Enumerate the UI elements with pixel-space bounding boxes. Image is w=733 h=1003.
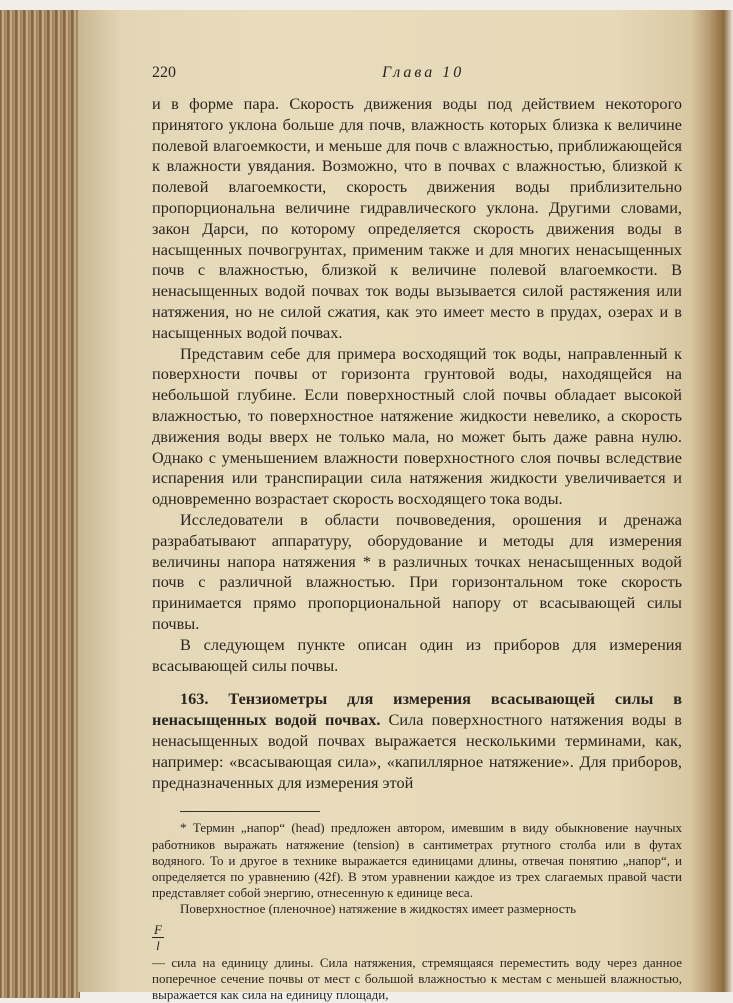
page-content <box>152 64 682 1003</box>
chapter-title: Глава 10 <box>382 64 465 81</box>
page-number: 220 <box>152 64 176 81</box>
footnote-divider <box>180 811 320 812</box>
paragraph-2: Представим себе для примера восходящий ток воды, направленный к поверхности почвы от горизонта грунтовой воды, находящейся на небольшой глубине. Если поверхностный слой почвы обладает высокой влажностью, то поверхностное натяжение жидкости невелико, а скорость движения воды вверх не только мала, но может быть даже равна нулю. Однако с уменьшением влажности поверхностного слоя почвы вследствие испарения или транспирации сила натяжения жидкости увеличивается и одновременно возрастает скорость восходящего тока воды. <box>152 343 682 509</box>
footnote-fraction-line <box>152 922 682 953</box>
footnote-line-3: — сила на единицу длины. Сила натяжения, стремящаяся переместить воду через данное поперечное сечение почвы от мест с большой влажностью к местам с меньшей влажностью, выражается как сила на единицу площади, <box>152 954 682 1002</box>
fraction-f-over-l <box>152 922 164 953</box>
paragraph-1: и в форме пара. Скорость движения воды под действием некоторого принятого уклона больше для почв, влажность которых близка к величине полевой влагоемкости, и меньше для почв с влажностью, приближающейся к влажности увядания. Возможно, что в почвах с влажностью, близкой к полевой влагоемкости, скорость движения воды приблизительно пропорциональна величине гидравлического уклона. Другими словами, закон Дарси, по которому определяется скорость движения воды в насыщенных почвогрунтах, применим также и для многих ненасыщенных почв с влажностью, близкой к величине полевой влагоемкости. В ненасыщенных водой почвах ток воды вызывается силой растяжения или натяжения, но не силой сжатия, как это имеет место в прудах, озерах и в насыщенных водой почвах. <box>152 94 682 342</box>
footnote-line-2: Поверхностное (пленочное) натяжение в жидкостях имеет размерность <box>180 901 577 917</box>
footnote-text: * Термин „напор“ (head) предложен автором, имевшим в виду обыкновение научных работников выражать натяжение (tension) в сантиметрах ртутного столба или в футах водяного. То и другое в технике выражается единицами длины, отвечая понятию „напор“, и определяется по уравнению (42f). В этом уравнении каждое из трех слагаемых правой части представляет собой энергию, отнесенную к единице веса. <box>152 820 682 901</box>
section-title: 163. Тензиометры для измерения всасывающей силы в ненасыщенных водой почвах. <box>152 689 682 730</box>
paragraph-4: В следующем пункте описан один из приборов для измерения всасывающей силы почвы. <box>152 634 682 675</box>
section-163 <box>152 689 682 793</box>
fraction-denominator: l <box>156 937 160 953</box>
paragraph-3: Исследователи в области почвоведения, орошения и дренажа разрабатывают аппаратуру, оборудование и методы для измерения величины напора натяжения * в различных точках ненасыщенных водой почв с различной влажностью. При горизонтальном токе скорость принимается прямо пропорциональной напору от всасывающей силы почвы. <box>152 509 682 633</box>
book-page-edges <box>0 10 80 998</box>
page-header <box>152 64 682 94</box>
section-text: Сила поверхностного натяжения воды в ненасыщенных водой почвах выражается несколькими терминами, как, например: «всасывающая сила», «капиллярное натяжение». Для приборов, предназначенных для измерения этой <box>152 710 682 792</box>
book-right-edge <box>710 10 733 992</box>
fraction-numerator: F <box>154 921 162 937</box>
